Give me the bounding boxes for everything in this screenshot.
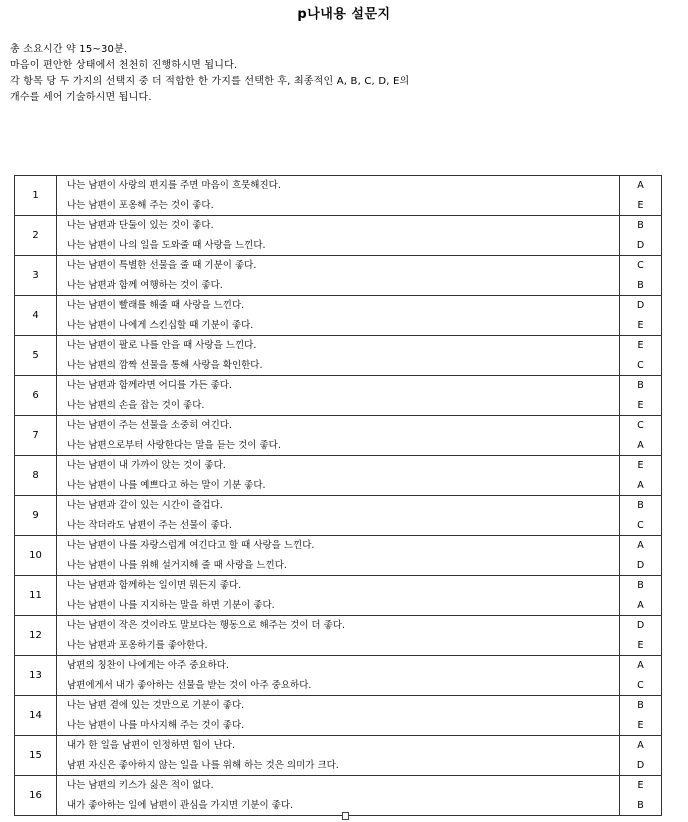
question-number: 15 xyxy=(15,736,57,776)
question-number: 10 xyxy=(15,536,57,576)
question-statements xyxy=(57,696,620,736)
question-statements xyxy=(57,376,620,416)
question-number: 6 xyxy=(15,376,57,416)
option-code: C xyxy=(637,679,644,691)
question-number: 7 xyxy=(15,416,57,456)
option-code: B xyxy=(637,580,644,591)
option-statement[interactable]: 내가 좋아하는 일에 남편이 관심을 가지면 기분이 좋다. xyxy=(67,799,294,811)
option-statement[interactable]: 나는 작더라도 남편이 주는 선물이 좋다. xyxy=(67,519,232,531)
intro-instruction-choose: 각 항목 당 두 가지의 선택지 중 더 적합한 한 가지를 선택한 후, 최종적인 A, B, C, D, E의 xyxy=(10,76,410,87)
option-code: D xyxy=(636,759,645,771)
option-code: C xyxy=(637,359,644,371)
question-codes xyxy=(620,216,662,256)
option-code: E xyxy=(637,319,644,331)
question-codes xyxy=(620,336,662,376)
question-statements xyxy=(57,176,620,216)
option-code: E xyxy=(637,399,644,411)
question-statements xyxy=(57,536,620,576)
question-codes xyxy=(620,576,662,616)
option-statement[interactable]: 나는 남편이 나를 지지하는 말을 하면 기분이 좋다. xyxy=(67,599,275,611)
question-number: 11 xyxy=(15,576,57,616)
option-statement[interactable]: 남편에게서 내가 좋아하는 선물을 받는 것이 아주 중요하다. xyxy=(67,679,312,691)
question-codes xyxy=(620,776,662,816)
option-code: C xyxy=(637,519,644,531)
option-statement[interactable]: 나는 남편과 포옹하기를 좋아한다. xyxy=(67,639,208,651)
question-statements xyxy=(57,576,620,616)
question-statements xyxy=(57,496,620,536)
option-code: A xyxy=(637,660,644,671)
question-codes xyxy=(620,616,662,656)
question-codes xyxy=(620,456,662,496)
question-codes xyxy=(620,296,662,336)
option-code: D xyxy=(636,559,645,571)
question-statements xyxy=(57,416,620,456)
question-statements xyxy=(57,776,620,816)
option-statement[interactable]: 나는 남편이 나에게 스킨십할 때 기분이 좋다. xyxy=(67,319,254,331)
option-code: E xyxy=(637,340,644,351)
question-codes xyxy=(620,656,662,696)
question-number: 12 xyxy=(15,616,57,656)
option-code: A xyxy=(637,479,644,491)
question-row xyxy=(15,616,662,656)
question-row xyxy=(15,176,662,216)
intro-block xyxy=(10,42,670,106)
option-code: A xyxy=(637,439,644,451)
question-row xyxy=(15,376,662,416)
question-codes xyxy=(620,176,662,216)
question-row xyxy=(15,296,662,336)
option-code: E xyxy=(637,719,644,731)
option-statement[interactable]: 나는 남편이 빨래를 해줄 때 사랑을 느낀다. xyxy=(67,300,245,311)
option-statement[interactable]: 내가 한 일을 남편이 인정하면 힘이 난다. xyxy=(67,740,235,751)
option-statement[interactable]: 나는 남편과 함께하는 일이면 뭐든지 좋다. xyxy=(67,580,242,591)
question-row xyxy=(15,416,662,456)
option-statement[interactable]: 나는 남편과 함께 여행하는 것이 좋다. xyxy=(67,279,223,291)
question-row xyxy=(15,576,662,616)
question-row xyxy=(15,496,662,536)
option-code: B xyxy=(637,380,644,391)
question-statements xyxy=(57,216,620,256)
question-number: 14 xyxy=(15,696,57,736)
question-statements xyxy=(57,296,620,336)
option-statement[interactable]: 나는 남편의 깜짝 선물을 통해 사랑을 확인한다. xyxy=(67,359,263,371)
question-codes xyxy=(620,536,662,576)
question-number: 2 xyxy=(15,216,57,256)
question-number: 8 xyxy=(15,456,57,496)
question-row xyxy=(15,336,662,376)
question-number: 3 xyxy=(15,256,57,296)
option-statement[interactable]: 나는 남편과 같이 있는 시간이 즐겁다. xyxy=(67,500,223,511)
question-codes xyxy=(620,376,662,416)
option-code: B xyxy=(637,500,644,511)
option-statement[interactable]: 나는 남편이 포옹해 주는 것이 좋다. xyxy=(67,199,214,211)
option-statement[interactable]: 나는 남편이 사랑의 편지를 주면 마음이 흐뭇해진다. xyxy=(67,180,281,191)
option-statement[interactable]: 나는 남편과 함께라면 어디를 가든 좋다. xyxy=(67,380,232,391)
option-code: A xyxy=(637,599,644,611)
question-statements xyxy=(57,736,620,776)
option-statement[interactable]: 나는 남편이 나를 마사지해 주는 것이 좋다. xyxy=(67,719,245,731)
question-number: 13 xyxy=(15,656,57,696)
question-row xyxy=(15,776,662,816)
question-statements xyxy=(57,456,620,496)
question-number: 16 xyxy=(15,776,57,816)
option-code: A xyxy=(637,180,644,191)
option-code: E xyxy=(637,199,644,211)
question-codes xyxy=(620,416,662,456)
question-number: 1 xyxy=(15,176,57,216)
question-codes xyxy=(620,736,662,776)
option-code: E xyxy=(637,780,644,791)
document-title: p나내용 설문지 xyxy=(297,7,391,22)
option-code: B xyxy=(637,700,644,711)
question-row xyxy=(15,656,662,696)
option-statement[interactable]: 나는 남편이 작은 것이라도 말보다는 행동으로 해주는 것이 더 좋다. xyxy=(67,620,345,631)
question-row xyxy=(15,536,662,576)
option-statement[interactable]: 나는 남편이 내 가까이 앉는 것이 좋다. xyxy=(67,460,226,471)
option-code: E xyxy=(637,639,644,651)
option-statement[interactable]: 나는 남편 곁에 있는 것만으로 기분이 좋다. xyxy=(67,700,245,711)
question-codes xyxy=(620,496,662,536)
question-statements xyxy=(57,616,620,656)
option-statement[interactable]: 나는 남편이 특별한 선물을 줄 때 기분이 좋다. xyxy=(67,260,257,271)
intro-instruction-relax: 마음이 편안한 상태에서 천천히 진행하시면 됩니다. xyxy=(10,60,238,71)
option-statement[interactable]: 나는 남편이 나를 예쁘다고 하는 말이 기분 좋다. xyxy=(67,479,266,491)
option-statement[interactable]: 나는 남편이 팔로 나를 안을 때 사랑을 느낀다. xyxy=(67,340,257,351)
question-statements xyxy=(57,656,620,696)
option-code: C xyxy=(637,420,644,431)
option-code: C xyxy=(637,260,644,271)
question-row xyxy=(15,216,662,256)
option-statement[interactable]: 나는 남편의 키스가 싫은 적이 없다. xyxy=(67,780,214,791)
question-row xyxy=(15,696,662,736)
option-code: D xyxy=(636,620,645,631)
question-codes xyxy=(620,696,662,736)
survey-table-body xyxy=(15,176,662,816)
question-row xyxy=(15,256,662,296)
question-codes xyxy=(620,256,662,296)
intro-duration: 총 소요시간 약 15~30분. xyxy=(10,44,128,55)
option-code: E xyxy=(637,460,644,471)
option-code: B xyxy=(637,220,644,231)
option-statement[interactable]: 나는 남편과 단둘이 있는 것이 좋다. xyxy=(67,220,214,231)
question-number: 4 xyxy=(15,296,57,336)
option-statement[interactable]: 나는 남편으로부터 사랑한다는 말을 듣는 것이 좋다. xyxy=(67,439,281,451)
option-statement[interactable]: 남편의 칭찬이 나에게는 아주 중요하다. xyxy=(67,660,229,671)
question-statements xyxy=(57,336,620,376)
option-statement[interactable]: 나는 남편이 주는 선물을 소중히 여긴다. xyxy=(67,420,232,431)
question-row xyxy=(15,456,662,496)
option-code: B xyxy=(637,799,644,811)
option-code: A xyxy=(637,740,644,751)
option-code: B xyxy=(637,279,644,291)
survey-table xyxy=(14,175,662,816)
option-code: D xyxy=(636,300,645,311)
option-code: A xyxy=(637,540,644,551)
question-number: 5 xyxy=(15,336,57,376)
question-row xyxy=(15,736,662,776)
question-number: 9 xyxy=(15,496,57,536)
intro-instruction-count: 개수를 세어 기술하시면 됩니다. xyxy=(10,92,152,103)
option-statement[interactable]: 나는 남편이 나를 자랑스럽게 여긴다고 할 때 사랑을 느낀다. xyxy=(67,540,315,551)
option-statement[interactable]: 나는 남편이 나를 위해 설거지해 줄 때 사랑을 느낀다. xyxy=(67,559,287,571)
option-statement[interactable]: 나는 남편의 손을 잡는 것이 좋다. xyxy=(67,399,205,411)
option-statement[interactable]: 나는 남편이 나의 일을 도와줄 때 사랑을 느낀다. xyxy=(67,239,266,251)
question-statements xyxy=(57,256,620,296)
page-marker-box xyxy=(342,812,349,820)
option-statement[interactable]: 남편 자신은 좋아하지 않는 일을 나를 위해 하는 것은 의미가 크다. xyxy=(67,759,339,771)
option-code: D xyxy=(636,239,645,251)
